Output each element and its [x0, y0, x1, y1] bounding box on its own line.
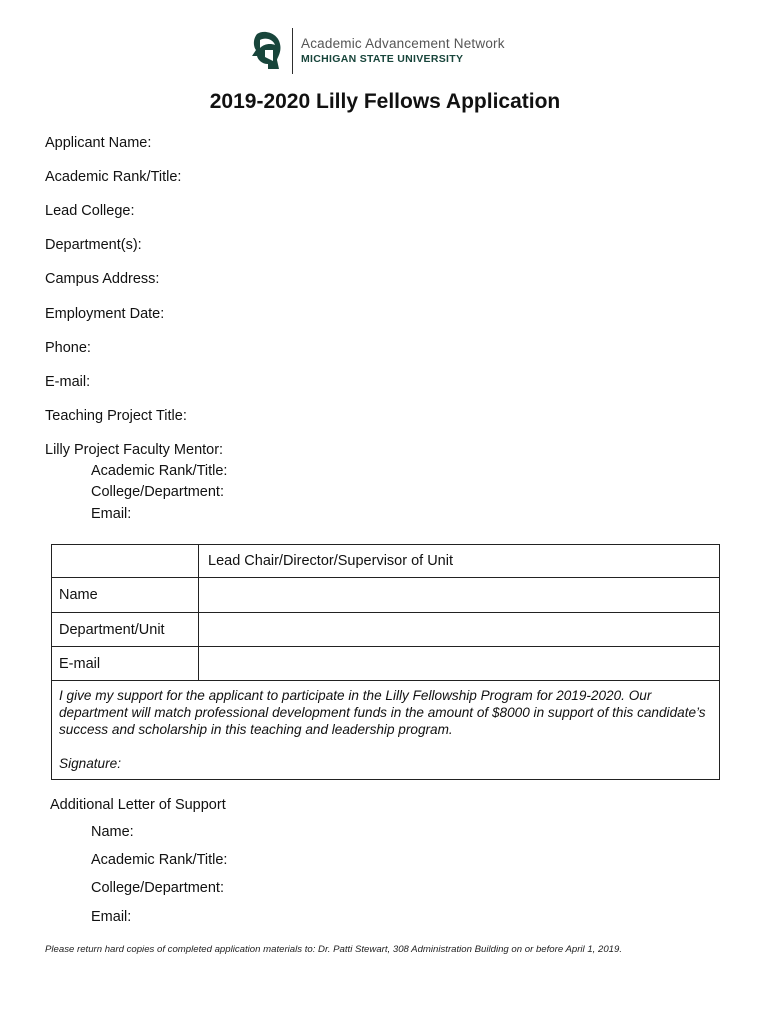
table-row	[52, 613, 720, 647]
faculty-mentor-label: Lilly Project Faculty Mentor:	[45, 442, 224, 458]
phone-label: Phone:	[45, 340, 91, 356]
header-divider	[292, 28, 293, 74]
supervisor-email-field[interactable]	[199, 647, 720, 681]
table-row	[52, 578, 720, 613]
additional-name-label: Name:	[91, 824, 134, 840]
signature-label: Signature:	[59, 756, 121, 771]
table-header-cell: Lead Chair/Director/Supervisor of Unit	[199, 545, 720, 578]
employment-date-label: Employment Date:	[45, 306, 165, 322]
lead-college-label: Lead College:	[45, 203, 135, 219]
additional-support-title: Additional Letter of Support	[50, 797, 226, 813]
table-header-empty-cell	[52, 545, 199, 578]
row-label-email: E-mail	[52, 647, 199, 681]
additional-email-label: Email:	[91, 909, 132, 925]
applicant-name-label: Applicant Name:	[45, 135, 152, 151]
support-statement: I give my support for the applicant to participate in the Lilly Fellowship Program for 2019-2020. Our department will match professional development funds in the amount of $8000 in support of this candidate’s success and scholarship in this teaching and leadership program.	[59, 688, 706, 737]
supervisor-support-table	[51, 544, 720, 780]
row-label-name: Name	[52, 578, 199, 613]
page-title: 2019-2020 Lilly Fellows Application	[209, 90, 561, 113]
header-text	[301, 36, 505, 66]
table-row	[52, 647, 720, 681]
supervisor-department-field[interactable]	[199, 613, 720, 647]
mentor-email-label: Email:	[91, 506, 132, 522]
email-label: E-mail:	[45, 374, 91, 390]
mentor-college-label: College/Department:	[91, 484, 224, 500]
supervisor-name-field[interactable]	[199, 578, 720, 613]
mentor-rank-label: Academic Rank/Title:	[91, 463, 228, 479]
teaching-project-title-label: Teaching Project Title:	[45, 408, 187, 424]
academic-rank-label: Academic Rank/Title:	[45, 169, 182, 185]
campus-address-label: Campus Address:	[45, 271, 160, 287]
university-name: MICHIGAN STATE UNIVERSITY	[301, 53, 464, 65]
footer-note: Please return hard copies of completed application materials to: Dr. Patti Stewart, 308 Administration Building on or before April 1, 2019.	[45, 944, 622, 955]
table-header-row	[52, 545, 720, 578]
row-label-department: Department/Unit	[52, 613, 199, 647]
support-statement-cell	[52, 681, 720, 780]
additional-college-label: College/Department:	[91, 880, 224, 896]
spartan-helmet-icon	[248, 30, 282, 72]
statement-row	[52, 681, 720, 780]
network-name: Academic Advancement Network	[301, 36, 505, 51]
departments-label: Department(s):	[45, 237, 142, 253]
additional-rank-label: Academic Rank/Title:	[91, 852, 228, 868]
header	[248, 26, 505, 76]
